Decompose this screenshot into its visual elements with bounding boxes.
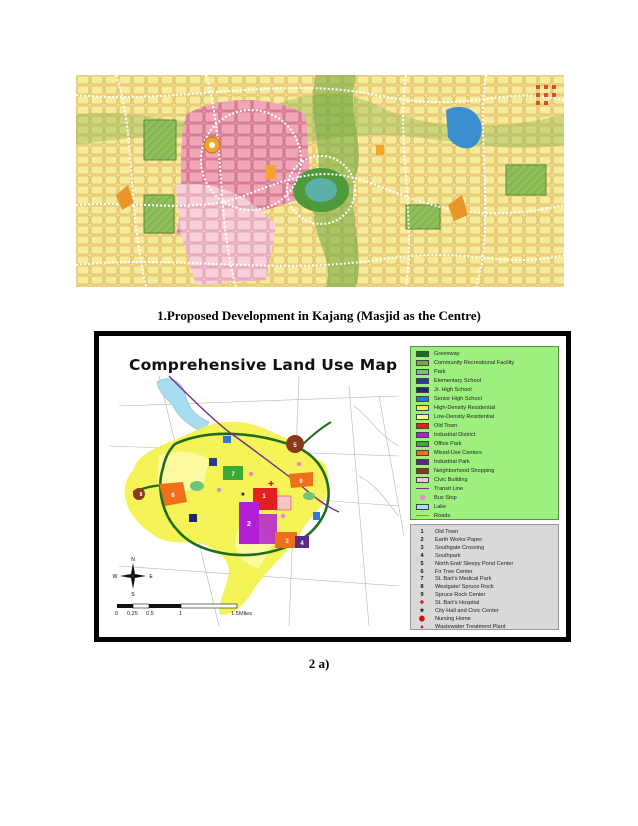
- key-item: [415, 528, 458, 536]
- legend-label: Civic Building: [434, 477, 468, 483]
- legend-swatch: [416, 405, 429, 411]
- legend-swatch: [416, 360, 429, 366]
- legend-item: [416, 449, 482, 457]
- legend-label: Greenway: [434, 351, 460, 357]
- key-item: [415, 607, 499, 615]
- key-symbol: ⬤: [418, 615, 426, 622]
- legend-label: High-Density Residential: [434, 405, 496, 411]
- legend-item: [416, 359, 514, 367]
- key-label: Wastewater Treatment Plant: [435, 623, 506, 630]
- legend-swatch: [416, 351, 429, 357]
- land-use-map-drawing: [99, 336, 409, 637]
- scale-label: 0.25: [127, 611, 138, 617]
- key-label: Southpark: [435, 552, 461, 559]
- legend-item: [416, 494, 457, 502]
- key-item: [415, 560, 513, 568]
- key-item: [415, 623, 505, 631]
- legend-swatch: [416, 477, 429, 483]
- legend-swatch: [416, 432, 429, 438]
- legend-label: Mixed-Use Centers: [434, 450, 482, 456]
- key-label: Old Town: [435, 529, 459, 535]
- key-symbol: 9: [420, 592, 424, 599]
- key-symbol: 5: [420, 560, 424, 567]
- legend-swatch: [416, 504, 429, 510]
- legend-label: Office Park: [434, 441, 462, 447]
- land-use-map: [99, 336, 566, 637]
- key-item: [415, 599, 479, 607]
- scale-label: 0: [115, 611, 119, 617]
- figure-1-caption: 1.Proposed Development in Kajang (Masjid as the Centre): [157, 308, 481, 323]
- legend-label: Jr. High School: [434, 387, 472, 393]
- map-key: [410, 524, 559, 630]
- legend-swatch: [416, 414, 429, 420]
- legend-swatch: [416, 450, 429, 456]
- key-symbol: 4: [420, 552, 424, 559]
- legend-swatch: [416, 369, 429, 375]
- land-use-map-frame: [94, 331, 571, 642]
- hospital-icon: ✚: [268, 481, 274, 488]
- legend-label: Lake: [434, 504, 447, 510]
- map-label-5: 5: [293, 443, 297, 449]
- key-label: Earth Works Paper: [435, 536, 483, 543]
- legend-label: Bus Stop: [434, 495, 457, 501]
- map-label-8: 8: [139, 492, 143, 498]
- legend-item: [416, 395, 482, 403]
- legend-item: [416, 386, 472, 394]
- legend-item: [416, 368, 446, 376]
- map-label-9: 9: [299, 479, 303, 485]
- scale-label: 1: [179, 611, 183, 617]
- key-item: [415, 591, 485, 599]
- legend-label: Park: [434, 369, 446, 375]
- legend-swatch: [416, 495, 429, 501]
- legend-item: [416, 458, 470, 466]
- key-symbol: ★: [419, 608, 425, 614]
- key-item: [415, 583, 494, 591]
- legend-swatch: [416, 515, 429, 516]
- key-symbol: 6: [420, 568, 424, 575]
- legend-label: Industrial District: [434, 432, 476, 438]
- legend-label: Elementary School: [434, 378, 481, 384]
- legend-label: Senior High School: [434, 396, 482, 402]
- key-item: [415, 568, 473, 576]
- legend-item: [416, 467, 494, 475]
- legend-label: Community Recreational Facility: [434, 360, 515, 366]
- map-label-6: 6: [171, 493, 175, 499]
- legend-label: Old Town: [434, 423, 458, 429]
- masterplan-illustration: [76, 75, 564, 287]
- key-symbol: 2: [420, 536, 424, 543]
- key-label: St. Bart's Hospital: [435, 600, 480, 607]
- key-symbol: ✚: [419, 600, 425, 607]
- key-symbol: 3: [420, 544, 424, 551]
- legend-label: Low-Density Residential: [434, 414, 495, 420]
- legend-item: [416, 503, 446, 511]
- map-label-3: 3: [285, 539, 289, 545]
- scale-bar: [115, 601, 255, 625]
- legend-item: [416, 413, 494, 421]
- legend-item: [416, 512, 450, 520]
- compass-e: E: [149, 574, 153, 580]
- map-label-7: 7: [231, 472, 235, 478]
- key-label: Fir Tree Center: [435, 568, 473, 575]
- legend-swatch: [416, 468, 429, 474]
- compass-n: N: [131, 557, 135, 563]
- key-label: Nursing Home: [435, 615, 471, 622]
- key-symbol: 8: [420, 584, 424, 591]
- map-label-1: 1: [262, 494, 266, 500]
- legend-label: Industrial Park: [434, 459, 470, 465]
- map-legend: [410, 346, 559, 520]
- compass-rose-icon: [113, 557, 154, 598]
- scale-label: 0.5: [146, 611, 154, 617]
- key-label: St. Bart's Medical Park: [435, 576, 492, 583]
- key-item: [415, 544, 484, 552]
- masterplan-image: [76, 75, 564, 287]
- legend-label: Neighborhood Shopping: [434, 468, 495, 474]
- city-hall-star-icon: ★: [240, 491, 246, 498]
- legend-swatch: [416, 488, 429, 489]
- key-label: City Hall and Civic Center: [435, 608, 499, 614]
- key-label: Southgate Crossing: [435, 544, 485, 551]
- key-item: [415, 552, 461, 560]
- compass-s: S: [131, 592, 135, 598]
- figure-2-caption: 2 a): [308, 656, 330, 671]
- key-symbol: ▲: [419, 623, 425, 630]
- legend-swatch: [416, 387, 429, 393]
- map-title: Comprehensive Land Use Map: [129, 356, 398, 374]
- key-label: Spruce Rock Center: [435, 592, 486, 599]
- legend-item: [416, 422, 457, 430]
- legend-swatch: [416, 396, 429, 402]
- key-label: North End/ Sleepy Pond Center: [435, 560, 514, 567]
- legend-item: [416, 377, 481, 385]
- map-label-4: 4: [300, 541, 304, 547]
- key-item: [415, 575, 491, 583]
- legend-item: [416, 440, 462, 448]
- key-label: Westgate/ Spruce Rock: [435, 584, 494, 591]
- legend-item: [416, 431, 475, 439]
- legend-label: Roads: [434, 513, 451, 519]
- scale-label: 1.5: [231, 611, 239, 617]
- legend-label: Transit Line: [434, 486, 464, 492]
- legend-item: [416, 485, 463, 493]
- key-symbol: 7: [420, 576, 424, 583]
- legend-swatch: [416, 423, 429, 429]
- key-symbol: 1: [420, 529, 424, 535]
- legend-swatch: [416, 378, 429, 384]
- scale-label: Miles: [239, 611, 253, 617]
- legend-item: [416, 476, 468, 484]
- legend-swatch: [416, 459, 429, 465]
- key-item: [415, 536, 482, 544]
- legend-swatch: [416, 441, 429, 447]
- scale-bar-graphic: [115, 601, 255, 611]
- key-item: [415, 615, 471, 623]
- legend-item: [416, 350, 460, 358]
- legend-item: [416, 404, 495, 412]
- map-label-2: 2: [247, 521, 251, 528]
- compass-w: W: [112, 574, 118, 580]
